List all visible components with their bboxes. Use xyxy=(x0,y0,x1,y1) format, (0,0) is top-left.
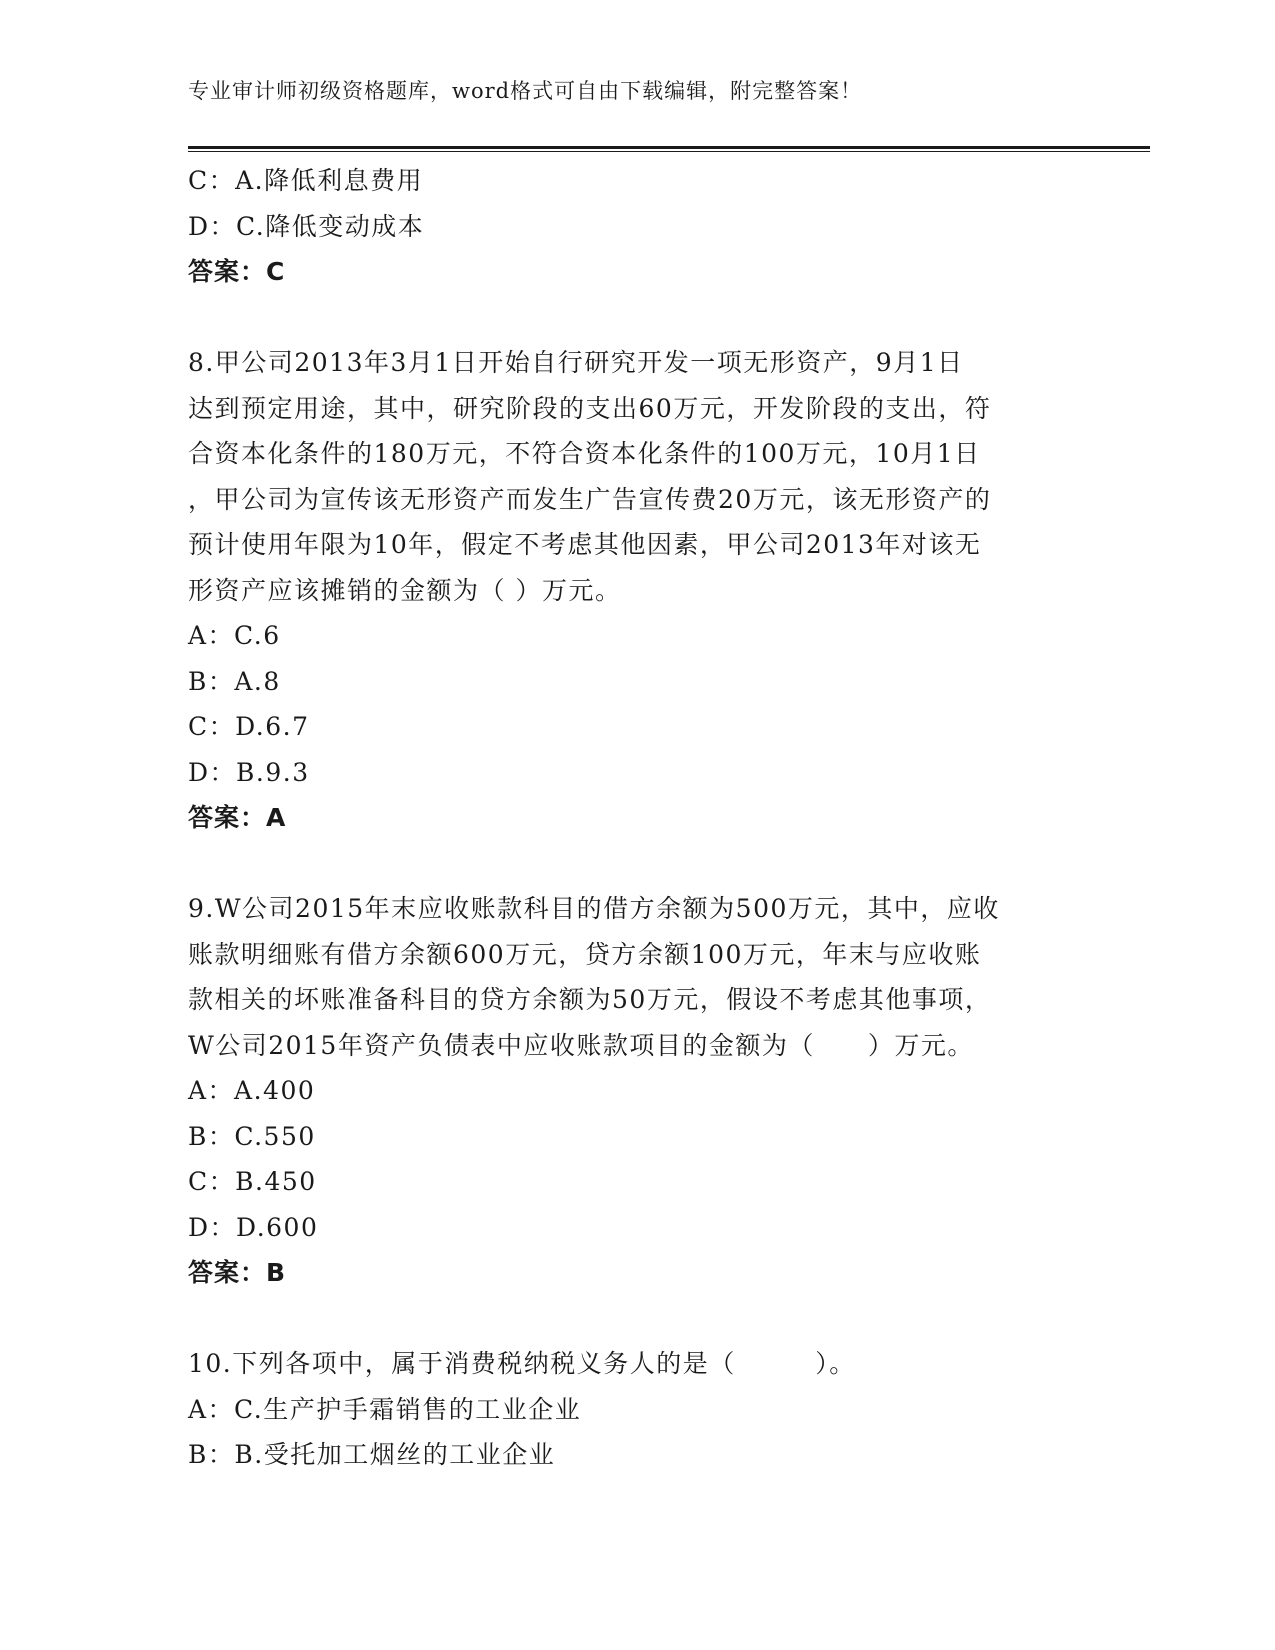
q7-option-d: D：C.降低变动成本 xyxy=(188,211,425,241)
spacer xyxy=(188,841,1088,887)
q9-option-d: D：D.600 xyxy=(188,1212,319,1242)
q9-option-a: A：A.400 xyxy=(188,1076,316,1105)
q8-question-line: 达到预定用途，其中，研究阶段的支出60万元，开发阶段的支出，符 xyxy=(188,393,992,423)
q8-answer: 答案：A xyxy=(188,803,287,832)
q9-answer: 答案：B xyxy=(188,1258,287,1287)
q10-question-line: 10.下列各项中，属于消费税纳税义务人的是（ ）。 xyxy=(188,1349,856,1378)
q8-question-line: 8.甲公司2013年3月1日开始自行研究开发一项无形资产，9月1日 xyxy=(188,348,964,377)
q8-option-d: D：B.9.3 xyxy=(188,757,310,787)
q8-option-a: A：C.6 xyxy=(188,621,281,650)
header-rule-thick xyxy=(188,146,1150,149)
q9-question-line: 款相关的坏账准备科目的贷方余额为50万元，假设不考虑其他事项， xyxy=(188,985,992,1014)
question-content xyxy=(188,158,1088,1478)
header-rule-thin xyxy=(188,151,1150,152)
q8-question-line: 合资本化条件的180万元，不符合资本化条件的100万元，10月1日 xyxy=(188,439,981,468)
q9-question-line: W公司2015年资产负债表中应收账款项目的金额为（ ）万元。 xyxy=(188,1030,974,1060)
q8-question-line: 预计使用年限为10年，假定不考虑其他因素，甲公司2013年对该无 xyxy=(188,530,982,559)
q7-answer: 答案：C xyxy=(188,257,286,286)
page-header: 专业审计师初级资格题库，word格式可自由下载编辑，附完整答案！ xyxy=(188,79,863,103)
spacer xyxy=(188,1296,1088,1342)
q8-question-line: ，甲公司为宣传该无形资产而发生广告宣传费20万元，该无形资产的 xyxy=(188,484,992,514)
q9-question-line: 9.W公司2015年末应收账款科目的借方余额为500万元，其中，应收 xyxy=(188,894,1000,923)
q9-question-line: 账款明细账有借方余额600万元，贷方余额100万元，年末与应收账 xyxy=(188,939,982,969)
q10-option-a: A：C.生产护手霜销售的工业企业 xyxy=(188,1394,582,1424)
q8-option-b: B：A.8 xyxy=(188,666,281,696)
spacer xyxy=(188,295,1088,341)
q8-option-c: C：D.6.7 xyxy=(188,712,310,741)
q10-option-b: B：B.受托加工烟丝的工业企业 xyxy=(188,1440,556,1469)
q9-option-c: C：B.450 xyxy=(188,1167,317,1196)
q7-option-c: C：A.降低利息费用 xyxy=(188,166,424,195)
q8-question-line: 形资产应该摊销的金额为（ ）万元。 xyxy=(188,575,622,605)
q9-option-b: B：C.550 xyxy=(188,1121,316,1151)
